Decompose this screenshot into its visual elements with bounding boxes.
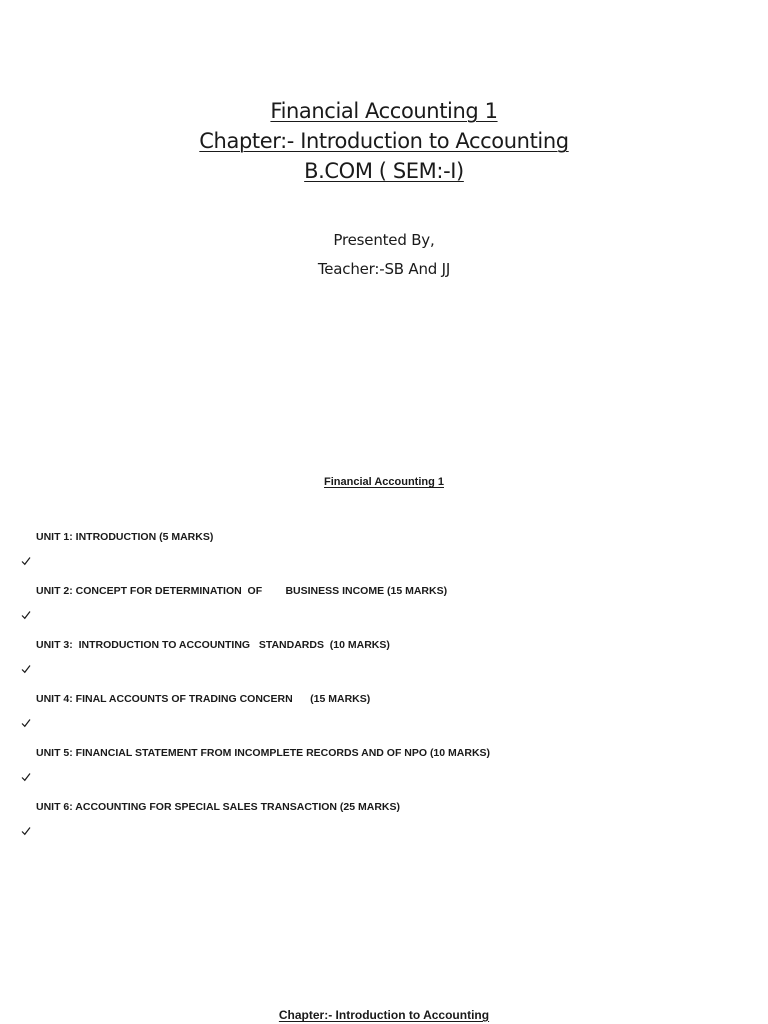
check-icon [21, 640, 31, 650]
syllabus-heading: Financial Accounting 1 [324, 476, 444, 488]
list-item-unit-2 [21, 585, 447, 597]
title-line-3: B.COM ( SEM:-I) [304, 159, 464, 183]
list-item-unit-1 [21, 531, 213, 543]
presented-by-label: Presented By, [333, 231, 435, 249]
chapter-heading: Chapter:- Introduction to Accounting [278, 1008, 490, 1022]
check-icon [21, 748, 31, 758]
teacher-name: Teacher:-SB And JJ [317, 260, 451, 278]
title-line-1: Financial Accounting 1 [270, 99, 498, 123]
check-icon [21, 586, 31, 596]
cover-title [0, 96, 768, 186]
title-line-2: Chapter:- Introduction to Accounting [199, 129, 569, 153]
list-item-unit-5 [21, 747, 490, 759]
check-icon [21, 802, 31, 812]
check-icon [21, 532, 31, 542]
check-icon [21, 694, 31, 704]
unit-label: UNIT 2: CONCEPT FOR DETERMINATION OF BUSINESS INCOME (15 MARKS) [36, 585, 448, 597]
unit-label: UNIT 5: FINANCIAL STATEMENT FROM INCOMPLETE RECORDS AND OF NPO (10 MARKS) [36, 747, 491, 759]
list-item-unit-4 [21, 693, 370, 705]
unit-label: UNIT 1: INTRODUCTION (5 MARKS) [36, 531, 214, 543]
unit-label: UNIT 6: ACCOUNTING FOR SPECIAL SALES TRANSACTION (25 MARKS) [36, 801, 401, 813]
unit-label: UNIT 4: FINAL ACCOUNTS OF TRADING CONCERN (15 MARKS) [36, 693, 371, 705]
unit-label: UNIT 3: INTRODUCTION TO ACCOUNTING STANDARDS (10 MARKS) [36, 639, 390, 651]
list-item-unit-3 [21, 639, 390, 651]
presenter-info [0, 226, 768, 284]
list-item-unit-6 [21, 801, 400, 813]
